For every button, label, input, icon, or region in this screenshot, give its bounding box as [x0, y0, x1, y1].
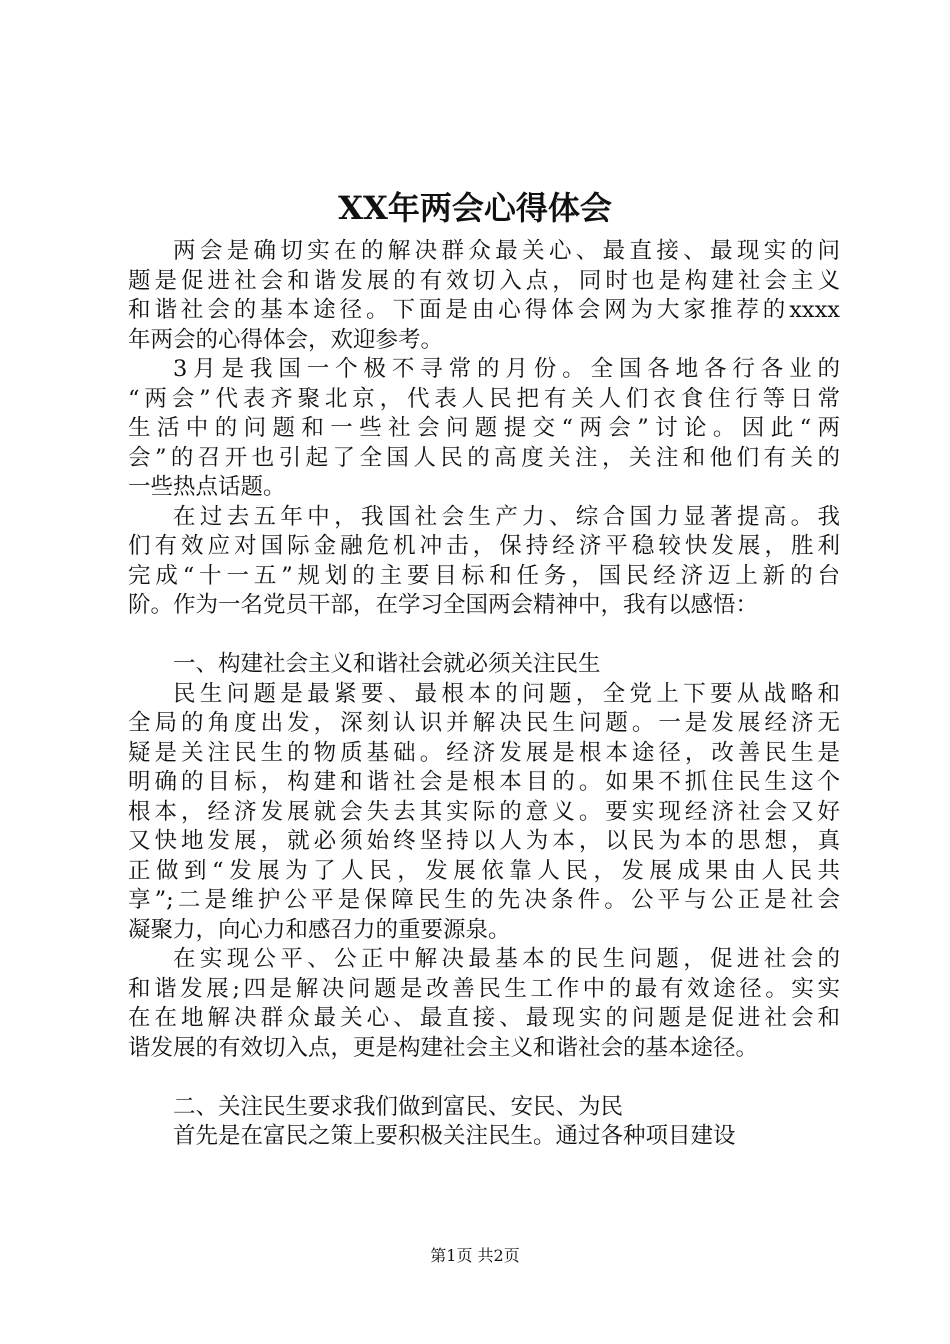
paragraph-line: 们有效应对国际金融危机冲击，保持经济平稳较快发展，胜利 [128, 533, 840, 559]
paragraph [128, 355, 840, 503]
paragraph-line: 题是促进社会和谐发展的有效切入点，同时也是构建社会主义 [128, 267, 840, 294]
paragraph-line: 和谐发展;四是解决问题是改善民生工作中的最有效途径。实实 [128, 975, 840, 1002]
paragraph-line: 疑是关注民生的物质基础。经济发展是根本途径，改善民生是 [128, 739, 840, 766]
paragraph-line: 阶。作为一名党员干部，在学习全国两会精神中，我有以感悟： [128, 592, 759, 618]
blank-line [128, 1063, 840, 1093]
paragraph-line: 享”;二是维护公平是保障民生的先决条件。公平与公正是社会 [128, 887, 840, 913]
paragraph [128, 237, 840, 355]
document-title: XX年两会心得体会 [338, 189, 612, 227]
paragraph-line: 凝聚力，向心力和感召力的重要源泉。 [128, 916, 511, 943]
paragraph-line: 生活中的问题和一些社会问题提交“两会”讨论。因此“两 [128, 415, 840, 441]
paragraph-line: “两会”代表齐聚北京，代表人民把有关人们衣食住行等日常 [128, 385, 840, 412]
section-heading: 一、构建社会主义和谐社会就必须关注民生 [173, 651, 601, 677]
document-body [128, 237, 840, 1152]
paragraph-line: 在过去五年中，我国社会生产力、综合国力显著提高。我 [173, 503, 840, 530]
paragraph-line: 谐发展的有效切入点，更是构建社会主义和谐社会的基本途径。 [128, 1034, 759, 1061]
paragraph-line: 和谐社会的基本途径。下面是由心得体会网为大家推荐的xxxx [128, 297, 840, 323]
blank-line [128, 621, 840, 651]
page-footer: 第1页 共2页 [430, 1246, 520, 1265]
paragraph-line: 3月是我国一个极不寻常的月份。全国各地各行各业的 [173, 356, 840, 382]
paragraph-line: 会”的召开也引起了全国人民的高度关注，关注和他们有关的 [128, 444, 840, 471]
paragraph-line: 明确的目标，构建和谐社会是根本目的。如果不抓住民生这个 [128, 769, 840, 795]
paragraph [128, 1122, 840, 1152]
paragraph-line: 年两会的心得体会，欢迎参考。 [128, 326, 444, 353]
paragraph-line: 在在地解决群众最关心、最直接、最现实的问题是促进社会和 [128, 1005, 840, 1031]
paragraph-line: 民生问题是最紧要、最根本的问题，全党上下要从战略和 [173, 680, 840, 707]
paragraph-line: 两会是确切实在的解决群众最关心、最直接、最现实的问 [173, 238, 840, 264]
paragraph-line: 完成“十一五”规划的主要目标和任务，国民经济迈上新的台 [128, 562, 840, 589]
paragraph [128, 680, 840, 946]
paragraph [128, 503, 840, 621]
paragraph-line: 一些热点话题。 [128, 474, 286, 500]
paragraph-line: 全局的角度出发，深刻认识并解决民生问题。一是发展经济无 [128, 710, 840, 736]
paragraph-line: 根本，经济发展就会失去其实际的意义。要实现经济社会又好 [128, 798, 840, 825]
paragraph-line: 又快地发展，就必须始终坚持以人为本，以民为本的思想，真 [128, 828, 840, 854]
paragraph [128, 945, 840, 1063]
paragraph-line: 正做到“发展为了人民，发展依靠人民，发展成果由人民共 [128, 857, 840, 884]
section-heading: 二、关注民生要求我们做到富民、安民、为民 [173, 1093, 624, 1120]
paragraph-line: 在实现公平、公正中解决最基本的民生问题，促进社会的 [173, 946, 840, 972]
paragraph-line: 首先是在富民之策上要积极关注民生。通过各种项目建设 [173, 1123, 736, 1149]
